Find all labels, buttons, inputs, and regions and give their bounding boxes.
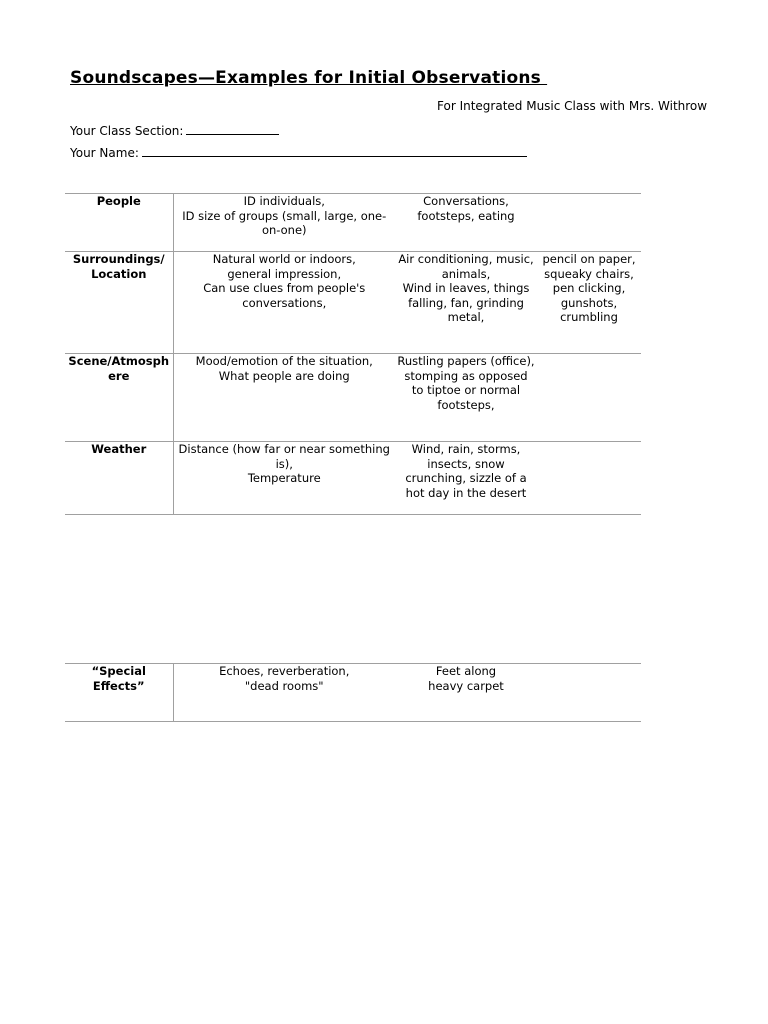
table-cell: Wind, rain, storms, insects, snow crunching, sizzle of a hot day in the desert xyxy=(395,442,537,515)
table-cell: Feet along heavy carpet xyxy=(395,664,537,722)
special-effects-table xyxy=(65,663,641,722)
table-row-people xyxy=(65,194,641,252)
table-cell: Echoes, reverberation, "dead rooms" xyxy=(173,664,395,722)
row-label: “Special Effects” xyxy=(65,664,173,722)
table-row-scene xyxy=(65,354,641,442)
table-row-special-effects xyxy=(65,664,641,722)
table-cell xyxy=(537,442,641,515)
table-cell: pencil on paper, squeaky chairs, pen clicking, gunshots, crumbling xyxy=(537,252,641,354)
table-cell: Mood/emotion of the situation, What people are doing xyxy=(173,354,395,442)
table-row-weather xyxy=(65,442,641,515)
class-section-field xyxy=(70,122,279,138)
class-section-blank-line[interactable] xyxy=(186,122,279,135)
table-cell: Natural world or indoors, general impression, Can use clues from people's conversations, xyxy=(173,252,395,354)
row-label: Scene/Atmosphere xyxy=(65,354,173,442)
table-cell: ID individuals, ID size of groups (small, large, one-on-one) xyxy=(173,194,395,252)
observations-table xyxy=(65,193,641,515)
name-label: Your Name: xyxy=(70,146,139,160)
table-cell: Air conditioning, music, animals, Wind in leaves, things falling, fan, grinding metal, xyxy=(395,252,537,354)
table-cell: Conversations, footsteps, eating xyxy=(395,194,537,252)
class-section-label: Your Class Section: xyxy=(70,124,184,138)
table-cell xyxy=(537,194,641,252)
document-subtitle: For Integrated Music Class with Mrs. Withrow xyxy=(437,99,708,113)
row-label: Surroundings/ Location xyxy=(65,252,173,354)
row-label: Weather xyxy=(65,442,173,515)
row-label: People xyxy=(65,194,173,252)
table-row-surroundings xyxy=(65,252,641,354)
document-title: Soundscapes—Examples for Initial Observations xyxy=(70,68,548,88)
table-cell xyxy=(537,664,641,722)
name-field xyxy=(70,144,527,160)
table-cell: Rustling papers (office), stomping as opposed to tiptoe or normal footsteps, xyxy=(395,354,537,442)
table-cell xyxy=(537,354,641,442)
table-cell: Distance (how far or near something is), Temperature xyxy=(173,442,395,515)
name-blank-line[interactable] xyxy=(142,144,527,157)
